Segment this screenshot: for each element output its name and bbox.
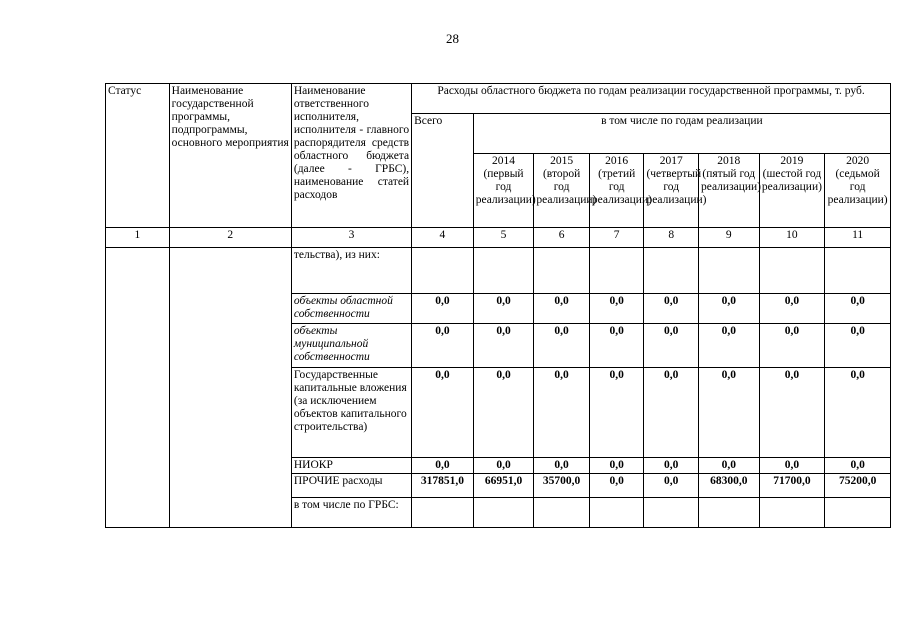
value-cell: [412, 498, 474, 528]
header-total: Всего: [412, 114, 474, 228]
value-cell: 317851,0: [412, 474, 474, 498]
value-cell: 0,0: [534, 324, 590, 368]
value-cell: [825, 498, 891, 528]
column-number: 5: [473, 228, 534, 248]
row-label: объекты областной собственности: [291, 294, 411, 324]
column-number: 8: [644, 228, 699, 248]
header-year-2014: 2014 (первый год реализации): [473, 154, 534, 228]
value-cell: 0,0: [698, 294, 759, 324]
value-cell: 0,0: [698, 368, 759, 458]
row-label: в том числе по ГРБС:: [291, 498, 411, 528]
value-cell: [644, 498, 699, 528]
value-cell: 0,0: [825, 458, 891, 474]
value-cell: 0,0: [589, 294, 644, 324]
value-cell: 0,0: [644, 294, 699, 324]
status-cell: [106, 248, 170, 528]
column-number: 1: [106, 228, 170, 248]
table-row: [106, 248, 891, 294]
row-label: НИОКР: [291, 458, 411, 474]
value-cell: 0,0: [473, 458, 534, 474]
value-cell: 0,0: [759, 324, 825, 368]
value-cell: 0,0: [534, 458, 590, 474]
value-cell: 75200,0: [825, 474, 891, 498]
value-cell: [473, 248, 534, 294]
value-cell: 0,0: [759, 458, 825, 474]
value-cell: [589, 248, 644, 294]
value-cell: 68300,0: [698, 474, 759, 498]
value-cell: 0,0: [644, 324, 699, 368]
column-number: 3: [291, 228, 411, 248]
page-number: 28: [446, 31, 459, 46]
program-name-cell: [169, 248, 291, 528]
value-cell: [412, 248, 474, 294]
column-number: 2: [169, 228, 291, 248]
value-cell: 0,0: [698, 324, 759, 368]
value-cell: 0,0: [412, 324, 474, 368]
value-cell: 0,0: [589, 458, 644, 474]
value-cell: 0,0: [473, 294, 534, 324]
header-expenses-title: Расходы областного бюджета по годам реализации государственной программы, т. руб.: [412, 84, 891, 114]
header-year-2016: 2016 (третий год реализации): [589, 154, 644, 228]
value-cell: [698, 248, 759, 294]
value-cell: [534, 498, 590, 528]
value-cell: [589, 498, 644, 528]
header-status: Статус: [106, 84, 170, 228]
value-cell: 0,0: [473, 368, 534, 458]
value-cell: 0,0: [412, 368, 474, 458]
value-cell: 0,0: [412, 294, 474, 324]
budget-table: [105, 83, 891, 528]
header-year-2020: 2020 (седьмой год реализации): [825, 154, 891, 228]
value-cell: 0,0: [644, 458, 699, 474]
value-cell: 0,0: [644, 474, 699, 498]
value-cell: 0,0: [825, 294, 891, 324]
row-label: объекты муниципальной собственности: [291, 324, 411, 368]
header-executor: Наименование ответственного исполнителя, исполнителя - главного распорядителя средств областного бюджета (далее - ГРБС), наименование статей расходов: [291, 84, 411, 228]
column-numbers-row: [106, 228, 891, 248]
value-cell: 0,0: [534, 294, 590, 324]
row-label: ПРОЧИЕ расходы: [291, 474, 411, 498]
value-cell: [473, 498, 534, 528]
header-by-years: в том числе по годам реализации: [473, 114, 890, 154]
value-cell: [759, 248, 825, 294]
row-label: Государственные капитальные вложения (за исключением объектов капитального строительства): [291, 368, 411, 458]
column-number: 9: [698, 228, 759, 248]
row-label: тельства), из них:: [291, 248, 411, 294]
value-cell: 0,0: [412, 458, 474, 474]
value-cell: [825, 248, 891, 294]
value-cell: 0,0: [589, 474, 644, 498]
header-year-2018: 2018 (пятый год реализации): [698, 154, 759, 228]
column-number: 6: [534, 228, 590, 248]
header-program-name: Наименование государственной программы, подпрограммы, основного мероприятия: [169, 84, 291, 228]
column-number: 11: [825, 228, 891, 248]
value-cell: 71700,0: [759, 474, 825, 498]
column-number: 10: [759, 228, 825, 248]
value-cell: 35700,0: [534, 474, 590, 498]
value-cell: 66951,0: [473, 474, 534, 498]
value-cell: 0,0: [759, 368, 825, 458]
value-cell: 0,0: [825, 324, 891, 368]
value-cell: 0,0: [698, 458, 759, 474]
header-year-2017: 2017 (четвертый год реализации): [644, 154, 699, 228]
header-year-2019: 2019 (шестой год реализации): [759, 154, 825, 228]
value-cell: 0,0: [473, 324, 534, 368]
value-cell: 0,0: [589, 324, 644, 368]
value-cell: [698, 498, 759, 528]
value-cell: 0,0: [825, 368, 891, 458]
value-cell: 0,0: [644, 368, 699, 458]
column-number: 7: [589, 228, 644, 248]
value-cell: [644, 248, 699, 294]
column-number: 4: [412, 228, 474, 248]
value-cell: 0,0: [589, 368, 644, 458]
value-cell: 0,0: [759, 294, 825, 324]
value-cell: [534, 248, 590, 294]
value-cell: 0,0: [534, 368, 590, 458]
header-year-2015: 2015 (второй год реализации): [534, 154, 590, 228]
header-row-1: [106, 84, 891, 114]
value-cell: [759, 498, 825, 528]
